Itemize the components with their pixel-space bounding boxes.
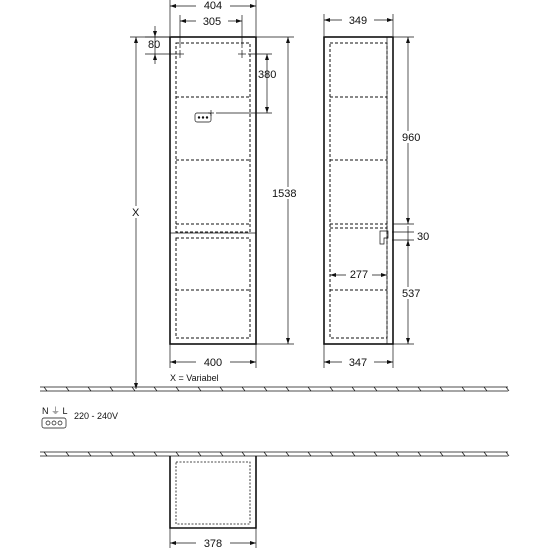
floor-hatch — [220, 387, 223, 391]
front-outer-frame — [170, 37, 256, 344]
dim-upper-section: 960 — [402, 132, 421, 144]
floor-hatch — [88, 387, 91, 391]
dim-shelf-gap: 30 — [417, 231, 430, 243]
floor-hatch — [286, 387, 289, 391]
mounting-cross-left — [176, 50, 184, 58]
floor-hatch — [352, 387, 355, 391]
wall-hatch — [220, 452, 223, 456]
dim-shelf-spacing: 380 — [258, 69, 277, 81]
floor-hatch — [264, 387, 267, 391]
wall-hatch — [330, 452, 333, 456]
side-inner-compartment — [330, 43, 387, 338]
floor-hatch — [308, 387, 311, 391]
wall-hatch — [418, 452, 421, 456]
wall-hatch — [242, 452, 245, 456]
plan-view-cabinet — [170, 456, 256, 528]
floor-hatch — [484, 387, 487, 391]
front-dimensions — [130, 0, 300, 389]
wall-hatch — [484, 452, 487, 456]
floor-hatch — [506, 387, 509, 391]
wall-hatch — [462, 452, 465, 456]
wall-hatch — [352, 452, 355, 456]
floor-hatch — [198, 387, 201, 391]
dim-inner-depth: 277 — [349, 269, 369, 281]
socket-pin-1 — [198, 116, 200, 118]
side-dimensions — [324, 14, 429, 369]
side-view-cabinet — [324, 37, 393, 344]
socket-pin-2 — [202, 116, 204, 118]
wall-hatch — [396, 452, 399, 456]
plan-inner-outline — [176, 462, 250, 524]
floor-hatch — [44, 387, 47, 391]
voltage-label: 220 - 240V — [74, 411, 119, 421]
dim-lower-section: 537 — [402, 288, 421, 300]
wall-hatch — [374, 452, 377, 456]
dim-offset-top: 80 — [148, 39, 161, 51]
front-lower-compartment — [176, 238, 250, 338]
wall-hatch — [110, 452, 113, 456]
wall-hatch — [440, 452, 443, 456]
socket-pin-3 — [206, 116, 208, 118]
wall-hatch — [506, 452, 509, 456]
socket-icon-pin-l — [58, 421, 62, 425]
wall-hatch — [88, 452, 91, 456]
front-upper-compartment — [176, 43, 250, 232]
socket-icon-pin-pe — [52, 421, 56, 425]
dim-depth-top: 349 — [348, 15, 368, 27]
floor-hatch — [154, 387, 157, 391]
floor-hatch — [132, 387, 135, 391]
floor-hatch — [440, 387, 443, 391]
floor-hatch — [242, 387, 245, 391]
dim-height-variable: X — [132, 207, 140, 219]
floor-hatch — [66, 387, 69, 391]
wall-hatch — [44, 452, 47, 456]
wall-hatch — [264, 452, 267, 456]
front-view-cabinet — [170, 37, 256, 344]
electrical-info — [42, 406, 118, 428]
wall-hatch — [198, 452, 201, 456]
mounting-cross-right — [238, 50, 246, 58]
wall-hatch — [154, 452, 157, 456]
side-outer-frame — [324, 37, 393, 344]
socket-icon — [42, 418, 66, 428]
dim-plan-width: 378 — [203, 538, 223, 548]
floor-hatch — [418, 387, 421, 391]
floor-hatch — [462, 387, 465, 391]
electrical-symbol-label: N ⏚ L — [42, 406, 68, 416]
socket-cross — [208, 110, 214, 116]
wall-hatch — [286, 452, 289, 456]
plan-dimensions — [170, 528, 256, 548]
floor-hatch — [330, 387, 333, 391]
floor-hatch — [110, 387, 113, 391]
floor-hatch — [176, 387, 179, 391]
floor-hatch — [396, 387, 399, 391]
variable-note: X = Variabel — [170, 373, 219, 383]
dim-width-inner: 305 — [202, 16, 222, 28]
wall-hatch — [66, 452, 69, 456]
dim-depth-bottom: 347 — [348, 357, 368, 369]
dim-height-total: 1538 — [272, 188, 297, 200]
wall-hatch — [132, 452, 135, 456]
dim-width-overall: 404 — [203, 0, 223, 12]
wall-hatch — [308, 452, 311, 456]
floor-hatch — [374, 387, 377, 391]
wall-hatch — [176, 452, 179, 456]
socket-icon-pin-n — [46, 421, 50, 425]
dim-width-bottom: 400 — [203, 357, 223, 369]
plan-outer-frame — [170, 456, 256, 528]
